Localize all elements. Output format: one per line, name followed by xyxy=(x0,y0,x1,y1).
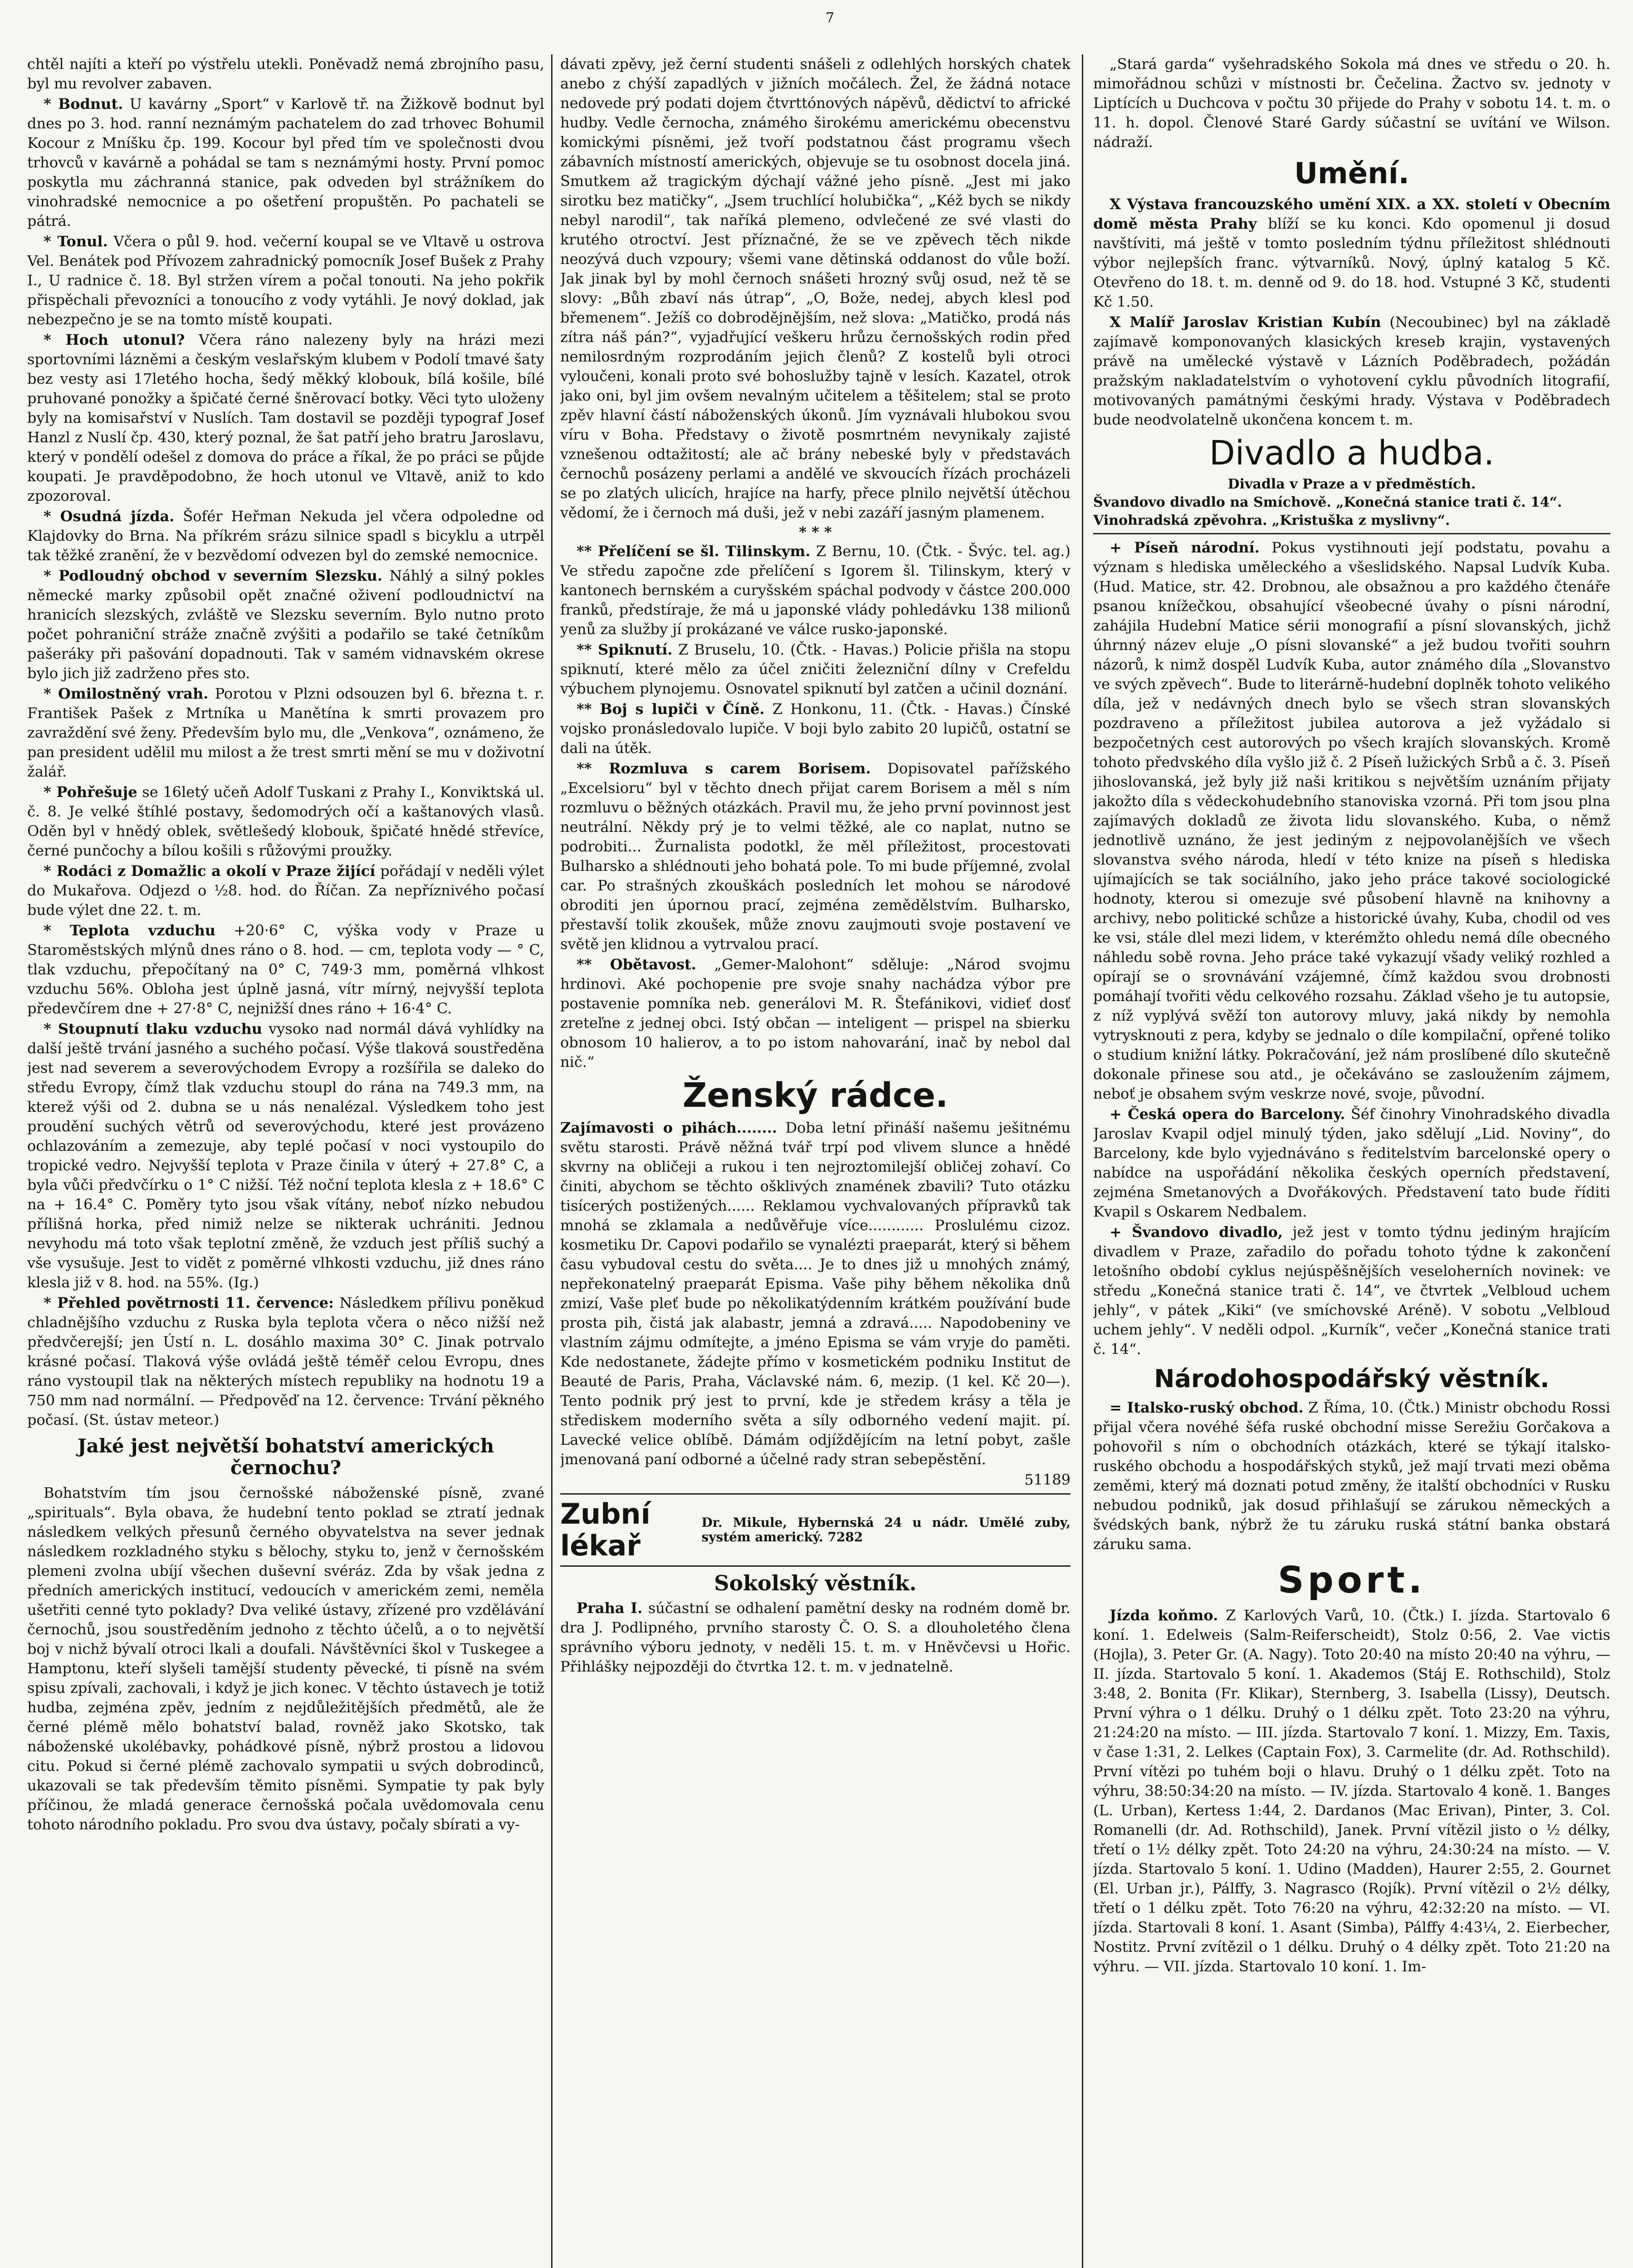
news-item xyxy=(27,507,544,565)
news-text: vysoko nad normál dává vyhlídky na další ještě trvání jasného a suchého počasí. Výše tlaková soustředěna jest nad severem a severovýchodem Evropy a rozšířila se daleko do středu Evropy, čímž tlak vzduchu stoupl do rána na 749.3 mm, na kterež výši od 2. dubna se u nás nenalézal. Výsledkem toho jest proudění suchých větrů od severovýchodu, které jest provázeno ochlazováním a zemezuje, aby teplé počasí v noci vystoupilo do tropické vedro. Nejvyšší teplota v Praze činila v úterý + 27.8° C, a byla vůči předvčírku o 1° C nižší. Též noční teplota klesla z + 18.6° C na + 16.4° C. Poměry tyto jsou však vítány, neboť nízko nebudou přílišná horka, před nimiž nelze se nikterak uchrániti. Jednou nevyhodu má toto však teplotní změně, že vzduch jest příliš suchý a vše vysušuje. Jest to vidět z poměrné vlhkosti vzduchu, již dnes ráno klesla již v 8. hod. na 55%. (Ig.) xyxy=(27,1020,544,1291)
news-text: Z Honkonu, 11. (Čtk. - Havas.) Čínské vojsko pronásledovalo lupiče. V boji bylo zabito 20 lupičů, ostatní se dali na útěk. xyxy=(560,700,1071,757)
news-item xyxy=(1093,313,1610,430)
separator: * * * xyxy=(799,523,832,541)
news-text: Šéf činohry Vinohradského divadla Jaroslav Kvapil odjel minulý týden, jako sdělují „Lid. Noviny“, do Barcelony, kde bylo vyjednáváno s ředitelstvím barcelonské opery o nabídce na uspořádání několika českých operních představení, zejména Smetanových a Dvořákových. Představení tato bude říditi Kvapil s Oskarem Nedbalem. xyxy=(1093,1105,1610,1220)
news-item xyxy=(27,1019,544,1292)
news-text: +20·6° C, výška vody v Praze u Staroměstských mlýnů dnes ráno o 8. hod. — cm, teplota vody — ° C, tlak vzduchu, přepočítaný na 0° C, 749·3 mm, poměrná vlhkost vzduchu 56%. Obloha jest úplně jasná, vítr mírný, nejvyšší teplota předevčírem dne + 27·8° C, nejnižší dnes ráno + 16·4° C. xyxy=(27,922,544,1017)
section-title: Umění. xyxy=(1294,157,1409,191)
advert-heading: Zajímavosti o pihách........ xyxy=(560,1119,777,1136)
news-text: „Gemer-Malohont“ sděluje: „Národ svojmu hrdinovi. Aké pochopenie pre svoje snahy nachádza výbor pre postavenie pomníka neb. generálovi M. R. Štefánikovi, vidieť dosť zreteľne z jednej obci. Istý občan — inteligent — prispel na sbierku obnosom 10 halierov, a to po istom nahovarání, inač by nebol dal nič.“ xyxy=(560,956,1071,1070)
news-text: Náhlý a silný pokles německé marky způsobil opět značné oživení podloudnictví na hranicích slezských, zvláště ve Slezsku severním. Bylo nutno proto počet pohraniční stráže značně zvýšiti a podařilo se také četníkům pašeráky při pašování dopadnouti. Tak v samém vidnavském okrese bylo jich již zadrženo přes sto. xyxy=(27,567,544,682)
news-text: Z Bruselu, 10. (Čtk. - Havas.) Policie přišla na stopu spiknutí, které mělo za účel zničiti železniční dílny v Crefeldu výbuchem plynojemu. Osnovatel spiknutí byl zatčen a učinil doznání. xyxy=(560,641,1071,697)
news-item xyxy=(27,782,544,860)
news-item xyxy=(560,640,1071,699)
news-heading: ** Rozmluva s carem Borisem. xyxy=(577,760,871,777)
news-text: se 16letý učeň Adolf Tuskani z Prahy I., Konviktská ul. č. 8. Je velké štíhlé postavy, šedomodrých očí a kaštanových vlasů. Oděn byl v hnědý oblek, světlešedý klobouk, špičaté hnědé střevíce, černé punčochy a bílou košili s růžovými proužky. xyxy=(27,783,544,859)
paragraph: „Stará garda“ vyšehradského Sokola má dnes ve středu o 20. h. mimořádnou schůzi v místnosti br. Čečelina. Žactvo sv. jednoty v Liptících u Duchcova v počtu 30 přijede do Prahy v sobotu 14. t. m. o 11. h. dopol. Členové Staré Gardy súčastní se uvítání ve Wilson. nádraží. xyxy=(1093,55,1610,151)
article-text: dávati zpěvy, jež černí studenti snášeli z odlehlých horských chatek anebo z chýší zapadlých v jižních močálech. Žel, že žádná notace nedovede prý podati dojem čtvrttónových nápěvů, dědictví to africké hudby. Vedle černocha, známého širokému americkému obecenstvu komickými písněmi, jež tvoří podstatnou část programu všech zábavních místností amerických, objevuje se tu osobnost docela jiná. Smutkem až tragickým dýchají vážné jeho písně. „Jest mi jako sirotku bez matičky“, „Jsem truchlící holubička“, „Kéž bych se nikdy nebyl narodil“, tak naříká plemeno, odvlečené ze své vlasti do krutého otroctví. Jest příznačné, že se ve zpěvech těch nikde neozývá duch vzpoury; všemi vane dětinská oddanost do vůle boží. Jak jinak byl by mohl černoch snášeti hrozný svůj osud, než tě se slovy: „Bůh zbaví nás útrap“, „O, Bože, nedej, abych klesl pod břemenem“. Ježíš co dobrodějnějším, než slova: „Matičko, prodá nás zítra náš pán?“, vyjadřující veškeru hrůzu černošských rodin před nemilosrdným rozprodáním jejich členů? Z kostelů byli otroci vyloučeni, konali proto své bohoslužby tajně v lesích. Kazatel, otrok jako oni, byl jim ovšem nevalným učitelem a těšitelem; stal se proto zpěv hlavní částí náboženských úkonů. Jím vyznávali hlubokou svou víru v Boha. Představy o životě posmrtném nevynikaly zajisté vznešenou odtažitostí; ale ač brány nebeské byly v představách černochů posázeny perlami a andělé ve skvoucích řízách procházeli se po zlatých ulicích, hrajíce na harfy, přece plnilo největší útěchou vědomí, že i černoch má duši, jež v nebi zazáří jasným plamenem. xyxy=(560,55,1071,521)
news-heading: * Pohřešuje xyxy=(44,783,137,801)
news-item xyxy=(27,1293,544,1430)
news-text: jež jest v tomto týdnu jediným hrajícím divadlem v Praze, zařadilo do pořadu tohoto týdne k zakončení letošního období cyklus nejúspěšnějších veseloherních novinek: ve středu „Konečná stanice trati č. 14“, ve čtvrtek „Velbloud uchem jehly“, v pátek „Kiki“ (ve smíchovské Aréně). V sobotu „Velbloud uchem jehly“. V neděli odpol. „Kurník“, večer „Konečná stanice trati č. 14“. xyxy=(1093,1223,1610,1358)
news-heading: * Teplota vzduchu xyxy=(44,922,216,939)
news-item xyxy=(27,232,544,329)
news-text: súčastní se odhalení pamětní desky na rodném domě br. dra J. Podlipného, prvního starosty Č. O. S. a dlouholetého člena správního výboru jednoty, v neděli 15. t. m. v Hněvčevsi u Hořic. Přihlášky nejpozději do čtvrtka 12. t. m. v jednatelně. xyxy=(560,1599,1071,1675)
section-title: Národohospodářský věstník. xyxy=(1154,1364,1550,1393)
section-subtitle: Divadla v Praze a v předměstích. xyxy=(1227,476,1476,492)
news-item xyxy=(560,759,1071,954)
news-item xyxy=(1093,1222,1610,1359)
dentist-advert xyxy=(560,1498,1071,1562)
news-heading: * Omilostněný vrah. xyxy=(44,685,209,702)
news-item xyxy=(1093,1105,1610,1222)
news-heading: * Tonul. xyxy=(44,233,108,250)
divider xyxy=(1093,533,1610,534)
column-rule xyxy=(1082,54,1083,2268)
news-heading: ** Boj s lupiči v Číně. xyxy=(577,700,765,718)
news-heading: * Bodnut. xyxy=(44,95,123,112)
news-text: Včera ráno nalezeny byly na hrázi mezi sportovními lázněmi a českým veslařským klubem v Podolí tmavé šaty bez vesty asi 17letého hocha, šedý měkký klobouk, bílá košile, bílé pruhované ponožky a špičaté černé šněrovací botky. Věci tyto uloženy byly na komisařství v Nuslích. Tam dostavil se později typograf Josef Hanzl z Nuslí čp. 430, který poznal, že šat patří jeho bratru Jaroslavu, který v pondělí odešel z domova do práce a říkal, že po práci se půjde koupati. Je pravděpodobno, že hoch utonul ve Vltavě, aniž to kdo zpozoroval. xyxy=(27,331,544,504)
news-item xyxy=(27,566,544,683)
news-heading: ** Přelíčení se šl. Tilinskym. xyxy=(577,543,811,560)
column-right xyxy=(1093,54,1610,2268)
dentist-title: Zubní lékař xyxy=(560,1497,650,1562)
news-heading: * Hoch utonul? xyxy=(44,331,185,348)
program-line: Vinohradská zpěvohra. „Kristuška z myslivny“. xyxy=(1093,513,1450,528)
news-item xyxy=(1093,538,1610,1104)
advert-number: 51189 xyxy=(1024,1471,1071,1488)
news-text: pořádají v neděli výlet do Mukařova. Odjezd o ½8. hod. do Říčan. Za nepříznivého počasí bude výlet dne 22. t. m. xyxy=(27,862,544,919)
dentist-address: Dr. Mikule, Hybernská 24 u nádr. Umělé zuby, systém americký. 7282 xyxy=(701,1515,1071,1545)
column-left xyxy=(27,54,544,2268)
news-item xyxy=(27,861,544,920)
news-heading: * Podloudný obchod v severním Slezsku. xyxy=(44,567,383,584)
news-item xyxy=(27,684,544,782)
advert-text xyxy=(560,1118,1071,1469)
news-text: Včera o půl 9. hod. večerní koupal se ve Vltavě u ostrova Vel. Benátek pod Přívozem zahradnický pomocník Josef Bušek z Prahy I., U radnice č. 18. Byl stržen vírem a počal tonouti. Na jeho pokřik přispěchali převozníci a tonoucího z vody vytáhli. Je nový doklad, jak nebezpečno je se na tomto místě koupati. xyxy=(27,233,544,328)
news-text: Dopisovatel pařížského „Excelsioru“ byl v těchto dnech přijat carem Borisem a měl s ním rozmluvu o běžných otázkách. Pravil mu, že jeho první povinnost jest neutrální. Někdy prý je to velmi těžké, ale co naplat, nutno se podrobiti... Žurnalista podotkl, že měl příležitost, procestovati Bulharsko a shlédnouti jeho bohatá pole. To mi bude příjemné, zvolal car. Po strašných zkouškách posledních let mohou se národové obroditi jen úpornou prací, zejména zemědělstvím. Bulharsko, přestavší tolik zkoušek, může znovu zaujmouti svoje postavení ve světě jen klidnou a vytrvalou prací. xyxy=(560,760,1071,953)
news-heading: * Osudná jízda. xyxy=(44,508,175,525)
column-rule xyxy=(551,54,552,2268)
paragraph: chtěl najíti a kteří po výstřelu utekli. Poněvadž nemá zbrojního pasu, byl mu revolver zabaven. xyxy=(27,55,544,92)
news-item xyxy=(27,921,544,1018)
news-item xyxy=(560,955,1071,1072)
news-heading: + Píseň národní. xyxy=(1110,539,1260,556)
news-text: (Necoubinec) byl na základě zajímavě komponovaných klasických kreseb krajin, vystavených právě na umělecké výstavě v Lázních Poděbradech, požádán pražským nakladatelstvím o vyhotovení cyklu původních litografií, motivovaných památnými českými hrady. Výstava v Poděbradech bude neodvolatelně ukončena koncem t. m. xyxy=(1093,313,1610,428)
program-line: Švandovo divadlo na Smíchově. „Konečná stanice trati č. 14“. xyxy=(1093,494,1562,510)
section-title: Divadlo a hudba. xyxy=(1209,434,1495,473)
page-number: 7 xyxy=(826,10,835,26)
article-text: Bohatstvím tím jsou černošské náboženské písně, zvané „spirituals“. Byla obava, že hudební tento poklad se ztratí jednak následkem velkých přesunů černého obyvatelstva na sever jednak následkem rozkladného styku s bělochy, styku to, jenž v černošském plemeni zvolna ubíjí všechen duševní svéráz. Zda by však jedna z předních amerických institucí, vedoucích v americkém zemi, neměla ušetřiti cenné tyto poklady? Dva veliké ústavy, zřízené pro vzdělávání černochů, jsou soustředěním jednoho z těchto účelů, a o to největší boj v nichž bývalí otroci lkali a doufali. Návštěvníci škol v Tuskegee a Hamptonu, kteří slyšeli tamější studenty pěvecké, ti písně na svém spisu zpívali, zachovali, i když je jich konec. V těchto ústavech je totiž hudba, zejména zpěv, jedním z nejdůležitějších předmětů, ale že černé plémě mělo bohatství balad, rovněž jako Skotsko, tak náboženské ukolébavky, pohádkové písně, nýbrž prostou a lidovou citu. Pokud si černé plémě zachovalo sympatii u svých dobrodinců, ukazovali se tak především těmito písněmi. Sympatie ty pak byly příčinou, že mladá generace černošská počala uvědomovala cenu tohoto národního pokladu. Pro svou dva ústavy, počaly sbírati a vy- xyxy=(27,1484,544,1833)
divider xyxy=(560,1493,1071,1495)
news-heading: * Rodáci z Domažlic a okolí v Praze žijící xyxy=(44,862,376,880)
section-title: Sport. xyxy=(1278,1559,1426,1601)
news-text: Následkem přílivu poněkud chladnějšího vzduchu z Ruska byla teplota včera o něco nižší než předvčerejší; jen Ústí n. L. dosáhlo maxima 30° C. Jinak potrvalo krásné počasí. Tlaková výše ovládá ještě téměř celou Evropu, dnes ráno vystoupil tlak na některých místech republiky na hodnotu 19 a 750 mm nad normální. — Předpověď na 12. července: Trvání pěkného počasí. (St. ústav meteor.) xyxy=(27,1294,544,1428)
divider xyxy=(560,1565,1071,1567)
news-heading: + Švandovo divadlo, xyxy=(1110,1223,1283,1241)
news-item xyxy=(560,699,1071,758)
news-item xyxy=(560,542,1071,639)
section-title: Sokolský věstník. xyxy=(714,1571,917,1595)
news-item xyxy=(27,330,544,506)
news-heading: Praha I. xyxy=(577,1599,643,1617)
news-item xyxy=(27,94,544,231)
news-item xyxy=(560,1598,1071,1677)
news-text: Z Říma, 10. (Čtk.) Ministr obchodu Rossi přijal včera novéhé šéfa ruské obchodní misse Serežiu Gorčakova a pohovořil s ním o obchodních otázkách, které se týkají italsko-ruského obchodu a hospodářských styků, jež mají trvati mezi oběma zeměmi, který má doznati potud změny, že italští obchodníci v Rusku nebudou podniků, jak dosud přihlašují se zárukou německých a švédských bank, nýbrž že tu záruku ruská státní banka obstará záruku sama. xyxy=(1093,1399,1610,1553)
news-heading: Jízda koňmo. xyxy=(1110,1607,1218,1624)
news-text: Z Bernu, 10. (Čtk. - Švýc. tel. ag.) Ve středu započne zde přelíčení s Igorem šl. Tilinskym, který v kantonech bernském a curyšském spáchal podvody v částce 200.000 franků, předstíraje, že má u japonské vlády pohledávku 138 milionů yenů za služby jí prokázané ve válce rusko-japonské. xyxy=(560,543,1071,638)
news-item xyxy=(1093,1398,1610,1554)
advert-body: Doba letní přináší našemu ješitnému světu starosti. Právě něžná tvář trpí pod vlivem slunce a hnědé skvrny na obličeji a rukou i ten nejroztomilejší obličej zohaví. Co činiti, abychom se těchto ošklivých znamének zbavili? Tuto otázku tisícerých postižených...... Reklamou vychvalovaných přípravků tak mnohá se zklamala a nedůvěřuje více............ Proslulému cizoz. kosmetiku Dr. Capovi podařilo se vynalézti praeparát, který si během času vybudoval cestu do světa.... Je to dnes již u mnohých známý, nepřekonatelný praeparát Episma. Vaše pihy během několika dnů zmizí, Vaše pleť bude po několikatýdenním krátkém používání bude prosta pih, čistá jak alabastr, jemná a zdravá..... Napodobeniny ve vlastním zájmu odmítejte, a jméno Episma se vám vryje do paměti. Kde nedostanete, žádejte přímo v kosmetickém podniku Institut de Beauté de Paris, Praha, Václavské nám. 6, mezip. (1 kel. Kč 20—). Tento podnik prý jest to první, kde je středem krásy a těla je střediskem moderního světa a síly odborného vedení majit. pí. Lavecké velice oblíbě. Dámám odjíždějícím na letní pobyt, zašle jmenovaná paní odborné a účelné rady stran sebepěstění. xyxy=(560,1119,1071,1468)
news-heading: ** Spiknutí. xyxy=(577,641,673,658)
news-heading: * Stoupnutí tlaku vzduchu xyxy=(44,1020,262,1037)
column-middle xyxy=(560,54,1071,2268)
news-text: U kavárny „Sport“ v Karlově tř. na Žižkově bodnut byl dnes po 3. hod. ranní neznámým pachatelem do zad trhovec Bohumil Kocour z Mníšku čp. 199. Kocour byl před tím ve společnosti dvou trhovců v kavárně a pohádal se tam s neznámými hosty. První pomoc poskytla mu záchranná stanice, pak odveden byl strážníkem do vinohradské nemocnice a po ošetření propuštěn. Po pachateli se pátrá. xyxy=(27,95,544,230)
news-text: blíží se ku konci. Kdo opomenul ji dosud navštíviti, má ještě v tomto posledním týdnu příležitost shlédnouti výbor nejlepších franc. výtvarníků. Nový, úplný katalog 5 Kč. Otevřeno do 18. t. m. denně od 9. do 18. hod. Vstupné 3 Kč, studenti Kč 1.50. xyxy=(1093,215,1610,310)
news-text: Z Karlových Varů, 10. (Čtk.) I. jízda. Startovalo 6 koní. 1. Edelweis (Salm-Reiferscheidt), Stolz 0:56, 2. Vae victis (Hojla), 3. Peter Gr. (A. Nagy). Toto 20:40 na místo 20:40 na výhru, — II. jízda. Startovalo 5 koní. 1. Akademos (Stáj E. Rothschild), Stolz 3:48, 2. Bonita (Fr. Klikar), Sternberg, 3. Isabella (Lissy), Deutsch. První výhra o 1 délku. Druhý o 1 délku zpět. Toto 23:20 na výhru, 21:24:20 na místo. — III. jízda. Startovalo 7 koní. 1. Mizzy, Em. Taxis, v čase 1:31, 2. Lelkes (Captain Fox), 3. Carmelite (dr. Ad. Rothschild). První vítězi po tuhém boji o hlavu. Druhý o 1 délku zpět. Toto na výhru, 38:50:34:20 na místo. — IV. jízda. Startovalo 4 koně. 1. Banges (L. Urban), Kertess 1:44, 2. Dardanos (Mac Erivan), Pinter, 3. Col. Romanelli (dr. Ad. Rothschild), Janek. První vítězil jisto o ½ délky, třetí o 1½ délky zpět. Toto 24:20 na výhru, 24:30:24 na místo. — V. jízda. Startovalo 5 koní. 1. Udino (Madden), Haurer 2:55, 2. Gournet (El. Urban jr.), Pálffy, 3. Nagrasco (Rojík). První vítězil o 2½ délky, třetí o 1 délku zpět. Toto 76:20 na výhru, 42:32:20 na místo. — VI. jízda. Startovali 8 koní. 1. Asant (Simba), Pálffy 4:43¼, 2. Eierbecher, Nostitz. První zvítězil o 1 délku. Druhý o 4 délky zpět. Toto 21:20 na výhru. — VII. jízda. Startovalo 10 koní. 1. Im- xyxy=(1093,1607,1610,1975)
news-heading: X Malíř Jaroslav Kristian Kubín xyxy=(1110,313,1381,331)
news-heading: ** Obětavost. xyxy=(577,956,696,973)
news-item xyxy=(1093,1606,1610,1976)
news-text: Šofér Heřman Nekuda jel včera odpoledne od Klajdovky do Brna. Na příkrém srázu silnice spadl s bicyklu a utrpěl tak těžké zranění, že v bezvědomí odvezen byl do zemské nemocnice. xyxy=(27,508,544,564)
news-item xyxy=(1093,195,1610,312)
news-text: Pokus vystihnouti její podstatu, povahu a význam s hlediska uměleckého a všeslidského. Napsal Ludvík Kuba. (Hud. Matice, str. 42. Drobnou, ale obsažnou a pro každého čtenáře psanou knížečkou, obsahující všeobecné úvahy o písni národní, zahájila Hudební Matice sérii monografií a písní slovanských, jichž úhrnný název eluje „O písni slovanské“ a jež budou tvořiti souhrn názorů, k nimž dospěl Ludvík Kuba, autor známého díla „Slovanstvo ve svých zpěvech“. Bude to literárně-hudební doplněk tohoto velikého díla, jež v nedávných dnech bylo se všech stran slovanských pozdraveno a příležitost jubilea autorova a jež vyžádalo si bezpočetných cest autorových po všech krajích slovanských. Kromě tohoto předvského díla vyšlo již č. 2 Píseň lužických Srbů a č. 3. Píseň jihoslovanská, jež byly již naši kritikou s největším uznáním přijaty jakožto díla s vědeckohudebního stanoviska vzorná. Při tom jsou plna zajímavých dokladů ze života lidu slovanského. Kuba, o němž jednotlivě uznáno, že jest jediným z nejpovolanějších ve všech slovanstva svého národa, hledí v této knize na píseň s hlediska ujímajících se tak sociálního, jako jeho práce takové sociologické hodnoty, kterou si omezuje své působení hlavně na knihovny a archivy, nebo politické schůze a historické úvahy, Kuba, chodil od ves ke vsi, stále dlel mezi lidem, v kterémžto ohledu nemá díle obecného náhledu sobě rovna. Jeho práce také vykazují všady veliký rozhled a opírají se o srovnávání vzájemné, čímž každou svou drobnosti pomáhají tvořiti vědu celkového rozsahu. Základ všeho je tu autopsie, z níž vyplývá svěží ton autorovy mluvy, jaká nikdy by nemohla vytrysknouti z pera, kdyby se jednalo o díle kompilační, opřené toliko o studium knižní látky. Pokračování, jež nám proslíbené dílo skutečně dokonale přinese sou atd., je očekáváno se zasloužením zájmem, neboť je obsahem svým veskrze nové, svoje, původní. xyxy=(1093,539,1610,1102)
news-heading: * Přehled povětrnosti 11. července: xyxy=(44,1294,334,1311)
article-title: Jaké jest největší bohatství amerických černochu? xyxy=(77,1435,494,1479)
news-heading: + Česká opera do Barcelony. xyxy=(1110,1105,1345,1123)
news-heading: = Italsko-ruský obchod. xyxy=(1110,1399,1304,1416)
news-heading: X Výstava francouzského umění XIX. a XX. století v Obecním domě města Prahy xyxy=(1093,196,1610,232)
section-title: Ženský rádce. xyxy=(682,1076,949,1115)
news-text: Porotou v Plzni odsouzen byl 6. března t. r. František Pašek z Mrtníka u Manětína k smrti provazem pro zavraždění své ženy. Především bylo mu, dle „Venkova“, oznámeno, že pan president udělil mu milost a že trest smrti mění se mu v doživotní žalář. xyxy=(27,685,544,780)
